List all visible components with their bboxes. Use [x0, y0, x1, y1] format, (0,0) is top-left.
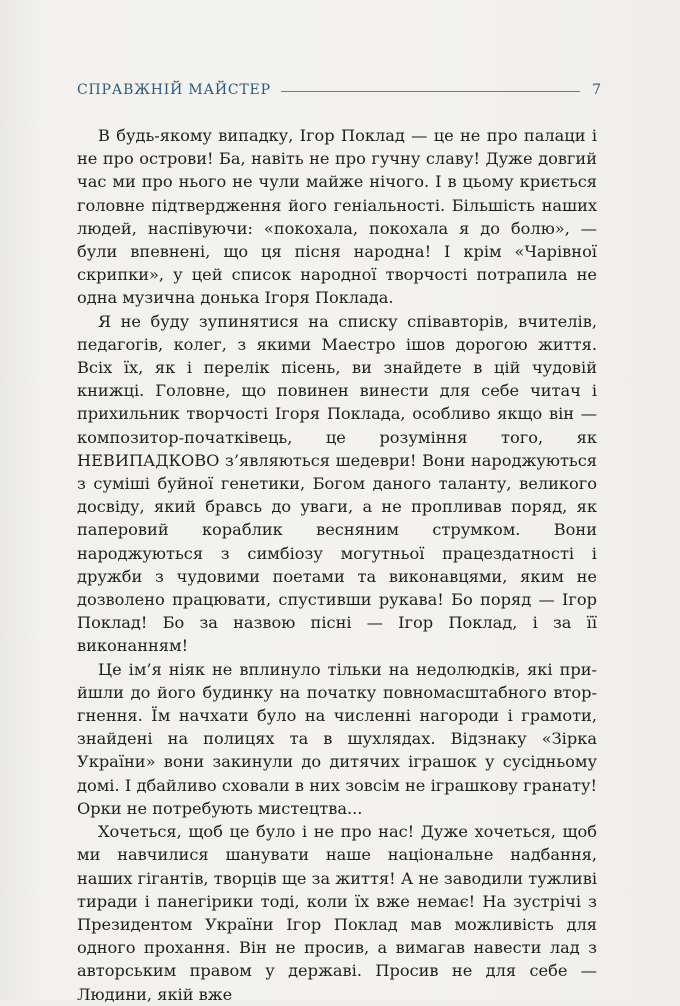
header-rule: [281, 91, 580, 92]
paragraph-3: Це ім’я ніяк не вплинуло тільки на недолюдків, які прийшли до його будинку на початку повномасштабного вторгнення. Їм начхати було на численні нагороди і грамоти, знайдені на полицях та в шухлядах. Відзнаку «Зірка України» вони закинули до дитячих іграшок у сусідньому домі. І дбайливо сховали в них зовсім не іграшкову гранату! Орки не потребують мистецтва...: [77, 659, 597, 818]
page-number: 7: [592, 82, 601, 98]
body-text: [77, 124, 597, 1006]
paragraph-4: Хочеться, щоб це було і не про нас! Дуже хочеться, щоб ми навчилися шанувати наше національне надбання, наших гігантів, творців ще за життя! А не заводили тужливі тиради і панегірики тоді, коли їх вже немає! На зустрічі з Президентом України Ігор Поклад мав можливість для одного прохання. Він не просив, а вимагав навести лад з авторським правом у державі. Просив не для себе — Людини, якій вже: [77, 822, 597, 1004]
paragraph-2: Я не буду зупинятися на списку співавторів, вчителів, педагогів, колег, з якими Маестро ішов дорогою життя. Всіх їх, як і перелік пісень, ви знайдете в цій чудовій книжці. Головне, що повинен винести для себе читач і прихильник творчості Ігоря Поклада, особливо якщо він — композитор-початківець, це розуміння того, як НЕВИПАДКОВО з’являються шедеври! Вони народжуються з суміші буйної генетики, Богом даного таланту, великого досвіду, який бравсь до уваги, а не пропливав поряд, як паперовий кораблик весняним струмком. Вони народжуються з симбіозу могутньої працездатності і дружби з чудовими поетами та виконавцями, яким не дозволено працювати, спустивши рукава! Бо поряд — Ігор Поклад! Бо за назвою пісні — Ігор Поклад, і за її виконанням!: [77, 311, 597, 656]
paragraph-1: В будь-якому випадку, Ігор Поклад — це не про палаци і не про острови! Ба, навіть не про гучну славу! Дуже довгий час ми про нього не чули майже нічого. І в цьому криється головне підтвердження його геніальності. Більшість наших людей, наспівуючи: «покохала, покохала я до болю», — були впевнені, що ця пісня народна! І крім «Чарівної скрипки», у цей список народної творчості потрапила не одна музична донька Ігоря Поклада.: [77, 126, 597, 308]
running-header: [77, 80, 601, 100]
running-title: СПРАВЖНІЙ МАЙСТЕР: [77, 82, 271, 98]
